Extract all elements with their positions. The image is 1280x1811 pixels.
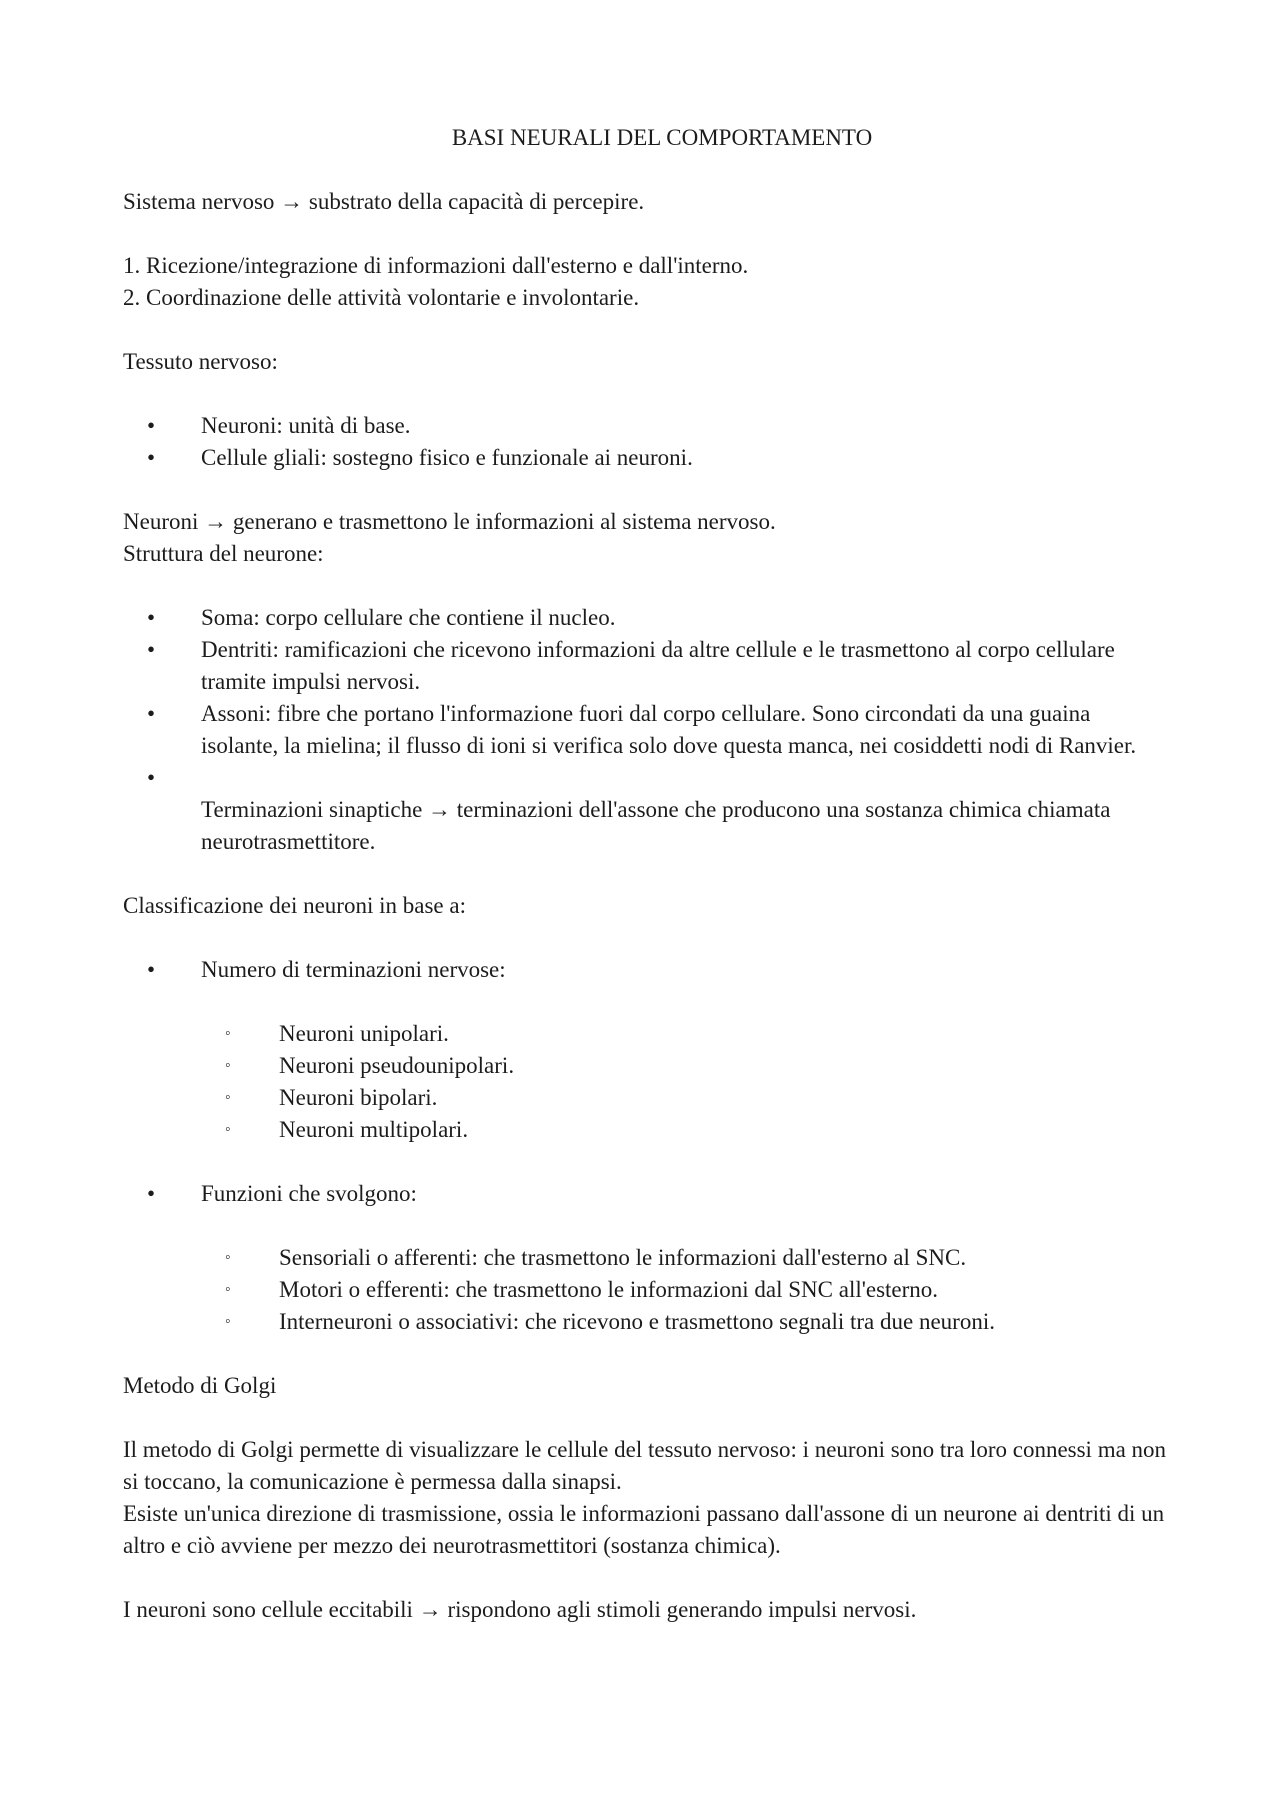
sublist-item: ◦ Interneuroni o associativi: che ricevono e trasmettono segnali tra due neuroni.: [201, 1306, 1173, 1338]
bullet-icon: •: [147, 701, 156, 726]
neuroni-line: Neuroni → generano e trasmettono le informazioni al sistema nervoso.: [123, 509, 776, 534]
circle-bullet-icon: ◦: [225, 1281, 231, 1298]
list-item: • Dentriti: ramificazioni che ricevono informazioni da altre cellule e le trasmettono al corpo cellulare tramite impulsi nervosi.: [123, 634, 1173, 698]
list-item: • Funzioni che svolgono: ◦ Sensoriali o afferenti: che trasmettono le informazioni dall'esterno al SNC. ◦ Motori o efferenti: che trasmettono le informazioni dal SNC all'esterno. ◦ Interneuroni o associativi: che ricevono e trasmettono segnali tra due neuroni.: [123, 1178, 1173, 1338]
circle-bullet-icon: ◦: [225, 1089, 231, 1106]
struttura-list: [123, 602, 1173, 858]
list-item: • Numero di terminazioni nervose: ◦ Neuroni unipolari. ◦ Neuroni pseudounipolari. ◦ Neuroni bipolari. ◦ Neuroni multipolari.: [123, 954, 1173, 1146]
sublist-item: ◦ Neuroni pseudounipolari.: [201, 1050, 1173, 1082]
list-item: • Soma: corpo cellulare che contiene il nucleo.: [123, 602, 1173, 634]
sublist-item: ◦ Sensoriali o afferenti: che trasmettono le informazioni dall'esterno al SNC.: [201, 1242, 1173, 1274]
circle-bullet-icon: ◦: [225, 1313, 231, 1330]
circle-bullet-icon: ◦: [225, 1057, 231, 1074]
bullet-icon: •: [147, 957, 156, 982]
numbered-item-1: 1. Ricezione/integrazione di informazioni dall'esterno e dall'interno.: [123, 253, 749, 278]
sublist-item: ◦ Neuroni bipolari.: [201, 1082, 1173, 1114]
sublist-terminazioni: [201, 1018, 1173, 1146]
classificazione-heading: Classificazione dei neuroni in base a:: [123, 893, 466, 918]
circle-bullet-icon: ◦: [225, 1121, 231, 1138]
document-page: [123, 122, 1173, 1626]
struttura-heading: Struttura del neurone:: [123, 541, 324, 566]
bullet-icon: •: [147, 445, 156, 470]
golgi-paragraph-2: Esiste un'unica direzione di trasmissione, ossia le informazioni passano dall'assone di un neurone ai dentriti di un altro e ciò avviene per mezzo dei neurotrasmettitori (sostanza chimica).: [123, 1501, 1165, 1558]
list-item: • Neuroni: unità di base.: [123, 410, 1173, 442]
bullet-icon: •: [147, 1181, 156, 1206]
circle-bullet-icon: ◦: [225, 1249, 231, 1266]
tessuto-heading: Tessuto nervoso:: [123, 349, 278, 374]
list-item: • Assoni: fibre che portano l'informazione fuori dal corpo cellulare. Sono circondati da una guaina isolante, la mielina; il flusso di ioni si verifica solo dove questa manca, nei cosiddetti nodi di Ranvier.: [123, 698, 1173, 762]
sublist-funzioni: [201, 1242, 1173, 1338]
sublist-item: ◦ Neuroni multipolari.: [201, 1114, 1173, 1146]
closing-line: I neuroni sono cellule eccitabili → rispondono agli stimoli generando impulsi nervosi.: [123, 1597, 917, 1622]
golgi-paragraph-1: Il metodo di Golgi permette di visualizzare le cellule del tessuto nervoso: i neuroni sono tra loro connessi ma non si toccano, la comunicazione è permessa dalla sinapsi.: [123, 1437, 1167, 1494]
sublist-item: ◦ Neuroni unipolari.: [201, 1018, 1173, 1050]
golgi-heading: Metodo di Golgi: [123, 1373, 277, 1398]
bullet-icon: •: [147, 637, 156, 662]
bullet-icon: •: [147, 413, 156, 438]
document-title: BASI NEURALI DEL COMPORTAMENTO: [451, 125, 873, 150]
list-item: • Terminazioni sinaptiche → terminazioni dell'assone che producono una sostanza chimica chiamata neurotrasmettitore.: [123, 762, 1173, 858]
numbered-item-2: 2. Coordinazione delle attività volontarie e involontarie.: [123, 285, 640, 310]
bullet-icon: •: [147, 605, 156, 630]
bullet-icon: •: [147, 765, 156, 790]
classificazione-list: [123, 954, 1173, 1338]
intro-line: Sistema nervoso → substrato della capacità di percepire.: [123, 189, 645, 214]
list-item: • Cellule gliali: sostegno fisico e funzionale ai neuroni.: [123, 442, 1173, 474]
sublist-item: ◦ Motori o efferenti: che trasmettono le informazioni dal SNC all'esterno.: [201, 1274, 1173, 1306]
circle-bullet-icon: ◦: [225, 1025, 231, 1042]
tessuto-list: [123, 410, 1173, 474]
